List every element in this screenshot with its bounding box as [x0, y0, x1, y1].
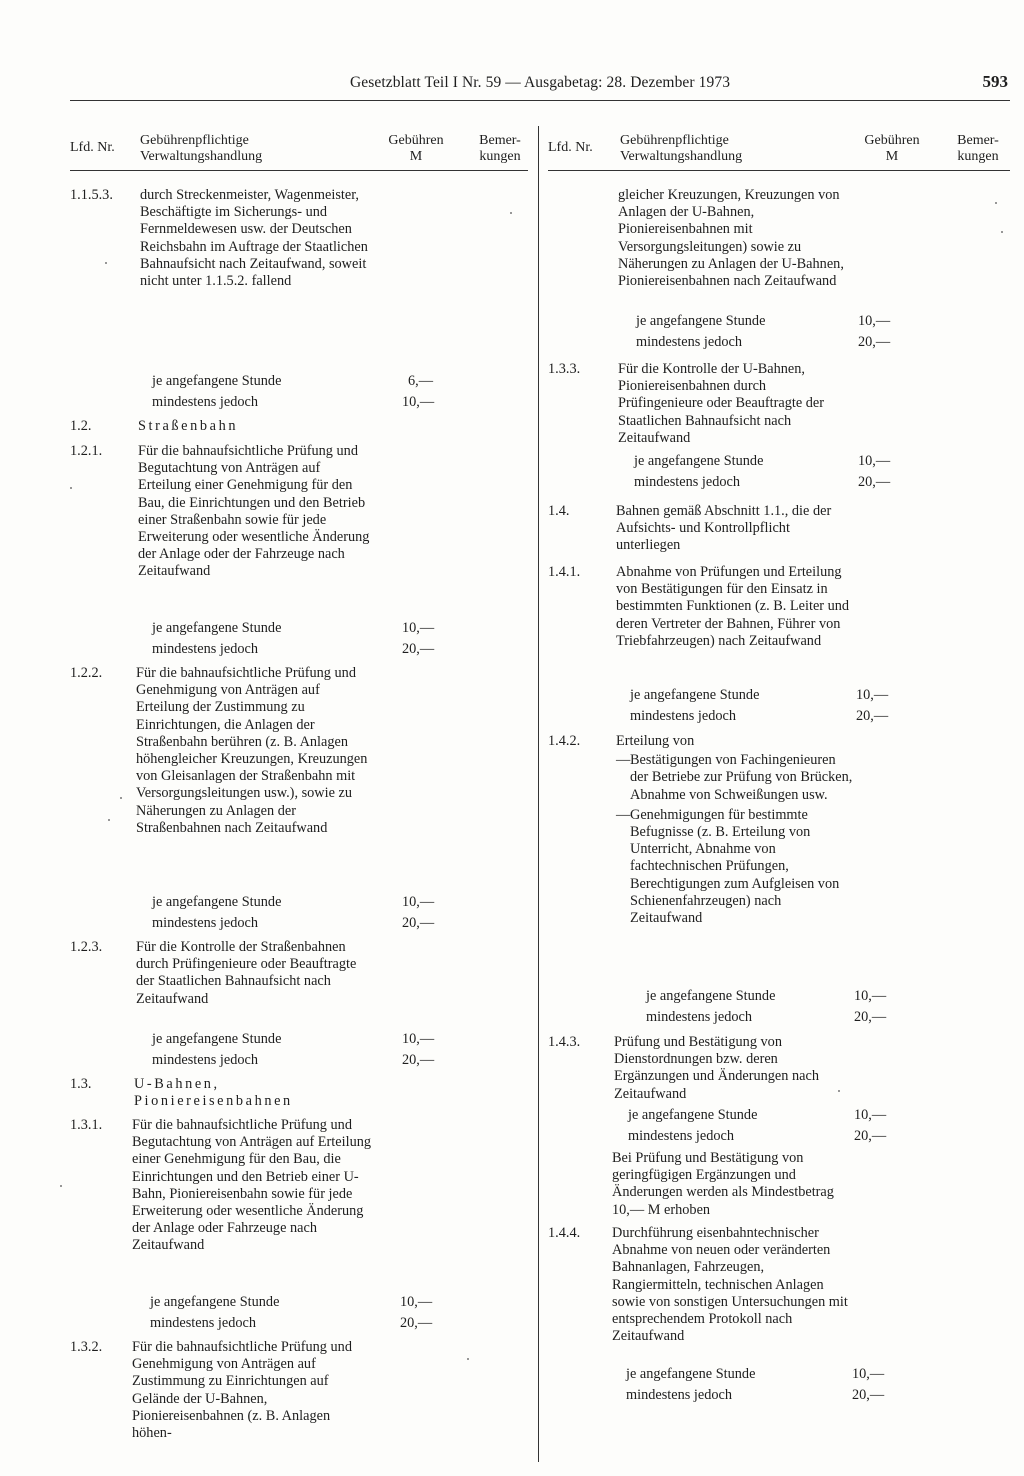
entry-text: Für die bahnaufsichtliche Prüfung und Begutachtung von Anträgen auf Erteilung einer Genehmigung für den Bau, die Einrichtungen und den Betrieb einer U-Bahn, Pioniereisenbahn sowie für jede Erweiterung oder wesentliche Änderung der Anlage oder Fahrzeuge nach Zeitaufwand	[132, 1117, 372, 1254]
list-item-text: Bestätigungen von Fachingenieuren der Betriebe zur Prüfung von Brücken, Abnahme von Schweißungen usw.	[630, 752, 853, 803]
entry-text: Für die Kontrolle der Straßenbahnen durch Prüfingenieure oder Beauftragte der Staatlichen Bahnaufsicht nach Zeitaufwand	[136, 939, 357, 1007]
header-remarks-line: Bemer-	[957, 133, 999, 148]
fee-value: 20,—	[858, 474, 891, 490]
fee-value: 10,—	[400, 1294, 433, 1310]
header-remarks-line: kungen	[479, 149, 521, 164]
scan-speck	[120, 797, 122, 799]
fee-label: je angefangene Stunde	[152, 894, 282, 910]
section-heading-text: U-Bahnen, Pioniereisenbahnen	[134, 1076, 293, 1110]
entry-text: gleicher Kreuzungen, Kreuzungen von Anlagen der U-Bahnen, Pioniereisenbahnen mit Versorgungsleitungen) sowie zu Näherungen zu Anlagen der U-Bahnen, Pioniereisenbahnen nach Zeitaufwand	[618, 187, 844, 290]
fee-label: mindestens jedoch	[646, 1009, 753, 1025]
scan-speck	[995, 202, 997, 204]
dash-marker: —	[616, 752, 631, 769]
fee-label: mindestens jedoch	[630, 708, 737, 724]
fee-label: mindestens jedoch	[150, 1315, 257, 1331]
entry-number: 1.1.5.3.	[70, 187, 113, 203]
fee-value: 20,—	[400, 1315, 433, 1331]
column-header	[548, 126, 1010, 171]
fee-label: je angefangene Stunde	[152, 620, 282, 636]
fee-value: 10,—	[854, 988, 887, 1004]
header-fees	[380, 133, 452, 165]
fee-value: 10,—	[856, 687, 889, 703]
scan-speck	[70, 487, 72, 489]
entry-number: 1.4.2.	[548, 733, 581, 749]
scan-speck	[108, 819, 110, 821]
entry-number: 1.4.1.	[548, 564, 581, 580]
fee-label: mindestens jedoch	[626, 1387, 733, 1403]
entry-number: 1.2.3.	[70, 939, 103, 955]
header-remarks-line: Bemer-	[479, 133, 521, 148]
fee-label: mindestens jedoch	[152, 1052, 259, 1068]
entry-text: Prüfung und Bestätigung von Dienstordnungen bzw. deren Ergänzungen und Änderungen nach Zeitaufwand	[614, 1034, 819, 1102]
header-fees-line: Gebühren	[864, 133, 920, 148]
fee-label: je angefangene Stunde	[152, 1031, 282, 1047]
fee-value: 20,—	[856, 708, 889, 724]
entry-intro: Erteilung von	[616, 733, 695, 749]
fee-value: 20,—	[858, 334, 891, 350]
fee-label: je angefangene Stunde	[626, 1366, 756, 1382]
header-fees-unit: M	[885, 149, 899, 164]
note-text: Bei Prüfung und Bestätigung von geringfügigen Ergänzungen und Änderungen werden als Mindestbetrag 10,— M erhoben	[612, 1150, 834, 1218]
column-header	[70, 126, 528, 171]
scan-speck	[105, 262, 107, 264]
entry-number: 1.2.	[70, 418, 92, 434]
entry-text: durch Streckenmeister, Wagenmeister, Beschäftigte im Sicherungs- und Fernmeldewesen usw. der Deutschen Reichsbahn im Auftrage der Staatlichen Bahnaufsicht nach Zeitaufwand, soweit nicht unter 1.1.5.2. fallend	[140, 187, 368, 290]
header-fees-line: Gebühren	[388, 133, 444, 148]
entry-number: 1.2.1.	[70, 443, 103, 459]
scan-speck	[510, 212, 512, 214]
header-description-line: Gebührenpflichtige	[620, 133, 729, 148]
entry-number: 1.3.2.	[70, 1339, 103, 1355]
entry-text: Für die bahnaufsichtliche Prüfung und Genehmigung von Anträgen auf Zustimmung zu Einrichtungen auf Gelände der U-Bahnen, Pioniereisenbahnen (z. B. Anlagen höhen-	[132, 1339, 352, 1442]
page-number: 593	[982, 72, 1008, 91]
fee-value: 10,—	[858, 313, 891, 329]
page-header	[70, 70, 1010, 101]
header-number: Lfd. Nr.	[548, 140, 593, 155]
fee-label: je angefangene Stunde	[628, 1107, 758, 1123]
fee-label: mindestens jedoch	[628, 1128, 735, 1144]
header-description	[620, 133, 820, 165]
fee-value: 20,—	[402, 1052, 435, 1068]
header-number: Lfd. Nr.	[70, 140, 115, 155]
entry-text: Bahnen gemäß Abschnitt 1.1., die der Aufsichts- und Kontrollpflicht unterliegen	[616, 503, 832, 554]
column-divider	[538, 126, 539, 1462]
section-heading	[134, 1076, 354, 1110]
fee-value: 10,—	[854, 1107, 887, 1123]
left-column	[70, 126, 528, 1442]
entry-number: 1.3.1.	[70, 1117, 103, 1133]
fee-label: mindestens jedoch	[152, 641, 259, 657]
entry-text: Für die Kontrolle der U-Bahnen, Pioniereisenbahnen durch Prüfingenieure oder Beauftragte der Staatlichen Bahnaufsicht nach Zeitaufwand	[618, 361, 825, 446]
fee-label: je angefangene Stunde	[152, 373, 282, 389]
header-fees-unit: M	[409, 149, 423, 164]
dash-marker: —	[616, 806, 631, 823]
header-description	[140, 133, 340, 165]
list-item-text: Genehmigungen für bestimmte Befugnisse (z. B. Erteilung von Unterricht, Abnahme von fachtechnischen Prüfungen, Berechtigungen zum Aufgleisen von Schienenfahrzeugen) nach Zeitaufwand	[630, 806, 840, 927]
right-column	[548, 126, 1010, 1403]
header-remarks-line: kungen	[957, 149, 999, 164]
fee-label: je angefangene Stunde	[630, 687, 760, 703]
page-title: Gesetzblatt Teil I Nr. 59 — Ausgabetag: 28. Dezember 1973	[349, 74, 731, 91]
entry-text: Durchführung eisenbahntechnischer Abnahme von neuen oder veränderten Bahnanlagen, Fahrzeugen, Rangiermitteln, technischen Anlagen sowie von sonstigen Untersuchungen mit entsprechendem Protokoll nach Zeitaufwand	[612, 1225, 848, 1345]
fee-label: mindestens jedoch	[636, 334, 743, 350]
header-fees	[856, 133, 928, 165]
fee-value: 10,—	[852, 1366, 885, 1382]
fee-value: 20,—	[854, 1009, 887, 1025]
entry-text: Für die bahnaufsichtliche Prüfung und Begutachtung von Anträgen auf Erteilung einer Genehmigung für den Bau, die Einrichtungen und den Betrieb einer Straßenbahn sowie für jede Erweiterung oder wesentliche Änderung der Anlage oder der Fahrzeuge nach Zeitaufwand	[138, 443, 370, 580]
fee-value: 10,—	[402, 1031, 435, 1047]
scan-speck	[60, 1185, 62, 1187]
fee-value: 10,—	[402, 394, 435, 410]
fee-label: je angefangene Stunde	[634, 453, 764, 469]
scan-speck	[467, 1358, 469, 1360]
entry-number: 1.3.	[70, 1076, 92, 1092]
entry-number: 1.2.2.	[70, 665, 103, 681]
entry-number: 1.4.	[548, 503, 570, 519]
entry-text: Für die bahnaufsichtliche Prüfung und Genehmigung von Anträgen auf Erteilung der Zustimmung zu Einrichtungen, die Anlagen der Straßenbahn berühren (z. B. Anlagen höhengleicher Kreuzungen, Kreuzungen von Gleisanlagen der Straßenbahn mit Versorgungsleitungen usw.), sowie zu Näherungen zu Anlagen der Straßenbahnen nach Zeitaufwand	[136, 665, 368, 836]
section-heading	[138, 418, 378, 435]
header-remarks	[470, 133, 530, 165]
entry-number: 1.4.3.	[548, 1034, 581, 1050]
list-item	[616, 752, 856, 804]
scan-speck	[838, 1090, 840, 1092]
entry-text: Abnahme von Prüfungen und Erteilung von Bestätigungen für den Einsatz in bestimmten Funktionen (z. B. Leiter und deren Vertreter der Bahnen, Führer von Triebfahrzeugen) nach Zeitaufwand	[616, 564, 850, 649]
entry-body	[616, 733, 856, 927]
fee-label: je angefangene Stunde	[150, 1294, 280, 1310]
fee-value: 10,—	[858, 453, 891, 469]
scan-speck	[1001, 231, 1003, 233]
fee-label: mindestens jedoch	[152, 915, 259, 931]
fee-value: 20,—	[402, 641, 435, 657]
fee-label: mindestens jedoch	[152, 394, 259, 410]
fee-label: je angefangene Stunde	[646, 988, 776, 1004]
header-remarks	[948, 133, 1008, 165]
entry-number: 1.4.4.	[548, 1225, 581, 1241]
fee-label: mindestens jedoch	[634, 474, 741, 490]
fee-value: 10,—	[402, 620, 435, 636]
header-description-line: Gebührenpflichtige	[140, 133, 249, 148]
header-description-line: Verwaltungshandlung	[620, 149, 743, 164]
fee-value: 10,—	[402, 894, 435, 910]
section-heading-text: Straßenbahn	[138, 418, 239, 434]
header-description-line: Verwaltungshandlung	[140, 149, 263, 164]
list-item	[616, 807, 856, 927]
entry-number: 1.3.3.	[548, 361, 581, 377]
fee-value: 20,—	[854, 1128, 887, 1144]
fee-value: 6,—	[408, 373, 434, 389]
fee-label: je angefangene Stunde	[636, 313, 766, 329]
fee-value: 20,—	[402, 915, 435, 931]
fee-value: 20,—	[852, 1387, 885, 1403]
